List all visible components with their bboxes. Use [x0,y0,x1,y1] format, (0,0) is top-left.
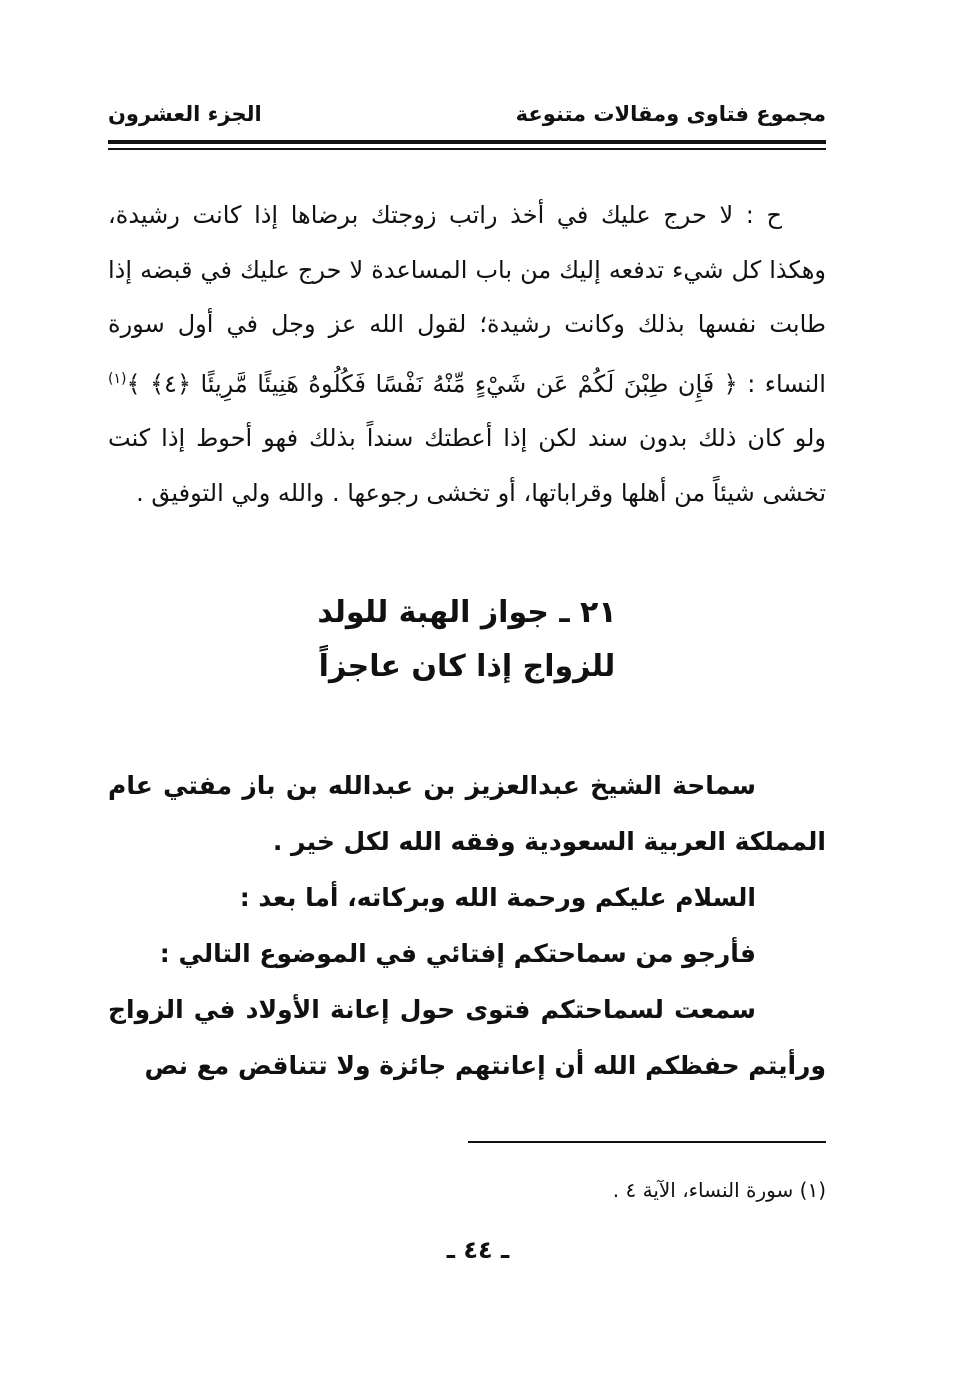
question-greeting: السلام عليكم ورحمة الله وبركاته، أما بعد : [239,883,756,912]
quran-verse: ﴿ فَإِن طِبْنَ لَكُمْ عَن شَيْءٍ مِّنْهُ نَفْسًا فَكُلُوهُ هَنِيئًا مَّرِيئًا ﴿٤﴾ ﴾ [126,369,738,398]
page-number: ـ ٤٤ ـ [446,1236,510,1264]
answer-section [108,188,826,520]
footnote-divider [468,1141,826,1143]
header-rule-thin [108,148,826,150]
question-address: سماحة الشيخ عبدالعزيز بن عبدالله بن باز مفتي عام المملكة العربية السعودية وفقه الله لكل خير . [108,771,826,856]
heading-line-1: ٢١ ـ جواز الهبة للولد [317,595,617,630]
answer-text-end: ولو كان ذلك بدون سند لكن إذا أعطتك سنداً بذلك فهو أحوط إذا كنت تخشى شيئاً من أهلها وقراباتها، أو تخشى رجوعها . والله ولي التوفيق . [108,424,826,507]
book-title: مجموع فتاوى ومقالات متنوعة [515,102,826,126]
question-request: فأرجو من سماحتكم إفتائي في الموضوع التالي : [159,939,756,968]
heading-line-2: للزواج إذا كان عاجزاً [318,649,616,684]
question-body: سمعت لسماحتكم فتوى حول إعانة الأولاد في الزواج ورأيتم حفظكم الله أن إعانتهم جائزة ولا تتناقض مع نص [108,995,826,1080]
part-label: الجزء العشرون [108,102,262,126]
fatwa-heading [108,586,826,694]
answer-paragraph [108,188,826,520]
footnote-reference: (١) [108,370,127,387]
running-header [108,96,826,136]
footnote: (١) سورة النساء، الآية ٤ . [612,1178,826,1202]
answer-text-start: ح : لا حرج عليك في أخذ راتب زوجتك برضاها إذا كانت رشيدة، وهكذا كل شيء تدفعه إليك من باب المساعدة لا حرج عليك في قبضه إذا طابت نفسها بذلك وكانت رشيدة؛ لقول الله عز وجل في أول سورة النساء : [108,201,826,398]
question-section [108,758,826,1094]
header-rule-thick [108,140,826,144]
